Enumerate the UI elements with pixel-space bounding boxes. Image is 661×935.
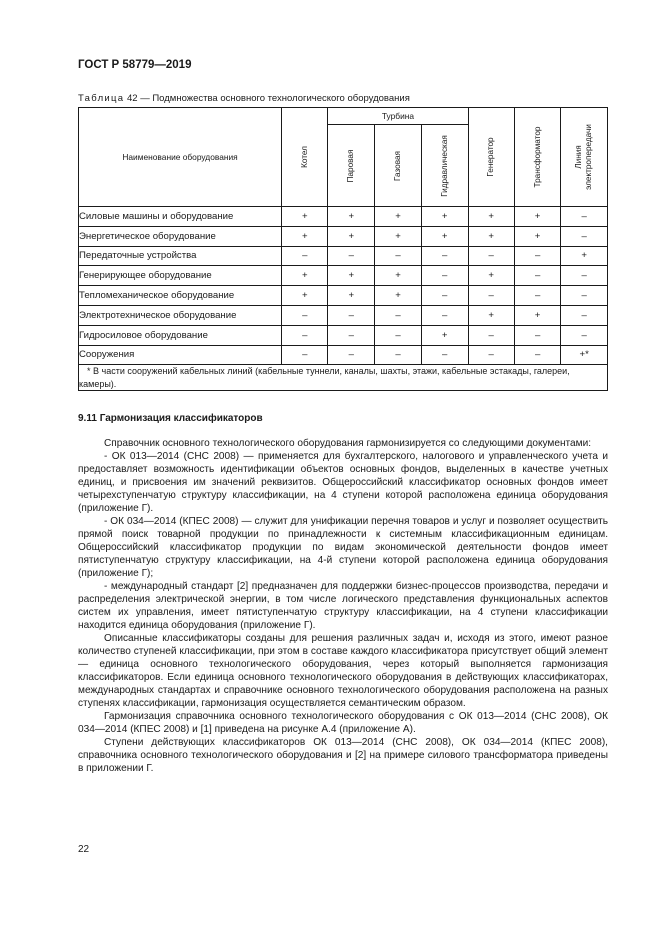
table-cell: – (514, 286, 560, 306)
row-name: Передаточные устройства (79, 246, 282, 266)
paragraph: Гармонизация справочника основного технологического оборудования с ОК 013—2014 (СНС 2008), ОК 034—2014 (КПЕС 2008) и [1] приведена на рисунке А.4 (приложение А). (78, 711, 608, 735)
table-cell: – (375, 246, 422, 266)
table-cell: + (328, 226, 375, 246)
table-cell: – (561, 226, 608, 246)
paragraph: - международный стандарт [2] предназначен для поддержки бизнес-процессов производства, передачи и распределения электрической энергии, в том числе логического представления функциональных аспектов систем их управления, имеет пятиступенчатую структуру классификации, на 4 ступени классификации находится единица оборудования (приложение Г). (78, 581, 608, 631)
column-header-name: Наименование оборудования (79, 108, 282, 207)
table-cell: + (514, 207, 560, 227)
row-name: Энергетическое оборудование (79, 226, 282, 246)
table-cell: – (561, 207, 608, 227)
table-cell: + (514, 226, 560, 246)
table-row (79, 286, 608, 306)
table-cell: + (421, 325, 468, 345)
table-row (79, 226, 608, 246)
table-cell: + (468, 226, 514, 246)
table-row (79, 345, 608, 365)
column-group-turbine: Турбина (328, 108, 468, 125)
table-cell: – (421, 305, 468, 325)
table-cell: – (282, 345, 328, 365)
row-name: Тепломеханическое оборудование (79, 286, 282, 306)
table-cell: – (328, 345, 375, 365)
column-header-transformer (514, 108, 560, 207)
table-cell: + (282, 266, 328, 286)
table-caption-text: 42 — Подмножества основного технологического оборудования (124, 93, 410, 104)
table-cell: – (328, 246, 375, 266)
row-name: Гидросиловое оборудование (79, 325, 282, 345)
table-cell: – (468, 286, 514, 306)
table-row (79, 266, 608, 286)
table-cell: + (468, 305, 514, 325)
table-cell: + (421, 226, 468, 246)
table-cell: + (328, 266, 375, 286)
column-header-text: Котел (299, 146, 309, 168)
table-cell: + (375, 226, 422, 246)
table-row (79, 246, 608, 266)
table-cell: – (282, 305, 328, 325)
page-number: 22 (78, 844, 90, 855)
paragraph: Справочник основного технологического оборудования гармонизируется со следующими документами: (104, 438, 592, 449)
table-cell: – (421, 246, 468, 266)
table-row (79, 207, 608, 227)
table-cell: – (421, 286, 468, 306)
column-header-steam (328, 125, 375, 207)
row-name: Генерирующее оборудование (79, 266, 282, 286)
paragraph: Ступени действующих классификаторов ОК 013—2014 (СНС 2008), ОК 034—2014 (КПЕС 2008), справочника основного технологического оборудования и [2] на примере силового трансформатора приведены в приложении Г. (78, 737, 608, 774)
paragraph: - ОК 034—2014 (КПЕС 2008) — служит для унификации перечня товаров и услуг и позволяет осуществить прямой поиск товарной продукции по принадлежности к системным классификационным единицам. Общероссийский классификатор продукции по видам экономической деятельности фондов имеет пятиступенчатую структуру классификации, на 4-й ступени которой расположена единица оборудования (приложение Г); (78, 516, 608, 579)
table-cell: – (375, 345, 422, 365)
column-header-text: Генератор (486, 137, 496, 177)
column-header-hydraulic (421, 125, 468, 207)
column-header-text: Трансформатор (532, 126, 542, 188)
column-header-generator (468, 108, 514, 207)
column-header-text: Гидравлическая (439, 134, 449, 197)
table-cell: + (468, 266, 514, 286)
table-cell: – (468, 345, 514, 365)
table-cell: – (282, 325, 328, 345)
column-header-text: Паровая (346, 149, 356, 182)
paragraph: Описанные классификаторы созданы для решения различных задач и, исходя из этого, имеют разное количество ступеней классификации, при этом в составе каждого классификатора присутствует общий элемент — единица основного технологического оборудования, через который выполняется гармонизация классификаторов. Если единица основного технологического оборудования в действующих классификаторах, международных стандартах и справочнике основного технологического оборудования расположена на разных ступенях классификации, гармонизация осуществляется семантическим образом. (78, 633, 608, 709)
table-cell: – (561, 266, 608, 286)
table-cell: – (421, 266, 468, 286)
table-cell: + (375, 286, 422, 306)
column-header-kotel (282, 108, 328, 207)
table-cell: – (328, 325, 375, 345)
table-cell: – (561, 325, 608, 345)
table-cell: + (282, 286, 328, 306)
table-cell: + (282, 226, 328, 246)
table-cell: – (514, 325, 560, 345)
table-cell: – (421, 345, 468, 365)
table-cell: +* (561, 345, 608, 365)
table-cell: + (561, 246, 608, 266)
table-body (79, 207, 608, 365)
table-cell: + (421, 207, 468, 227)
table-row (79, 305, 608, 325)
table-caption-prefix: Таблица (78, 93, 125, 104)
row-name: Силовые машины и оборудование (79, 207, 282, 227)
column-header-power-line (561, 108, 608, 207)
column-header-text: Линия электропередачи (574, 124, 594, 190)
table-cell: – (514, 266, 560, 286)
table-cell: – (514, 246, 560, 266)
table-cell: – (561, 305, 608, 325)
paragraph: - ОК 013—2014 (СНС 2008) — применяется для бухгалтерского, налогового и управленческого учета и предоставляет возможность идентификации объектов основных фондов, выделенных в качестве учетных единиц, и присвоения им значений реквизитов. Общероссийский классификатор основных фондов имеет четырехступенчатую структуру классификации, на 4 ступени которой расположена единица оборудования (приложение Г). (78, 451, 608, 514)
table-cell: – (468, 325, 514, 345)
row-name: Сооружения (79, 345, 282, 365)
body-text (78, 437, 608, 775)
table-cell: – (375, 305, 422, 325)
table-cell: + (375, 207, 422, 227)
table-cell: – (514, 345, 560, 365)
table-row (79, 325, 608, 345)
table-cell: – (468, 246, 514, 266)
table-cell: – (375, 325, 422, 345)
table-cell: + (282, 207, 328, 227)
column-header-text: Газовая (392, 150, 402, 181)
column-header-gas (375, 125, 422, 207)
row-name: Электротехническое оборудование (79, 305, 282, 325)
table-footnote (79, 365, 608, 391)
table-cell: – (561, 286, 608, 306)
footnote-text: * В части сооружений кабельных линий (кабельные туннели, каналы, шахты, этажи, кабельные эстакады, галереи, камеры). (79, 366, 570, 389)
section-title: 9.11 Гармонизация классификаторов (78, 413, 263, 424)
document-header: ГОСТ Р 58779—2019 (78, 59, 192, 71)
table-cell: + (468, 207, 514, 227)
table-cell: – (282, 246, 328, 266)
table-cell: + (328, 286, 375, 306)
table-cell: + (328, 207, 375, 227)
table-cell: – (328, 305, 375, 325)
equipment-table (78, 107, 608, 391)
table-caption (78, 93, 410, 104)
table-cell: + (514, 305, 560, 325)
table-cell: + (375, 266, 422, 286)
